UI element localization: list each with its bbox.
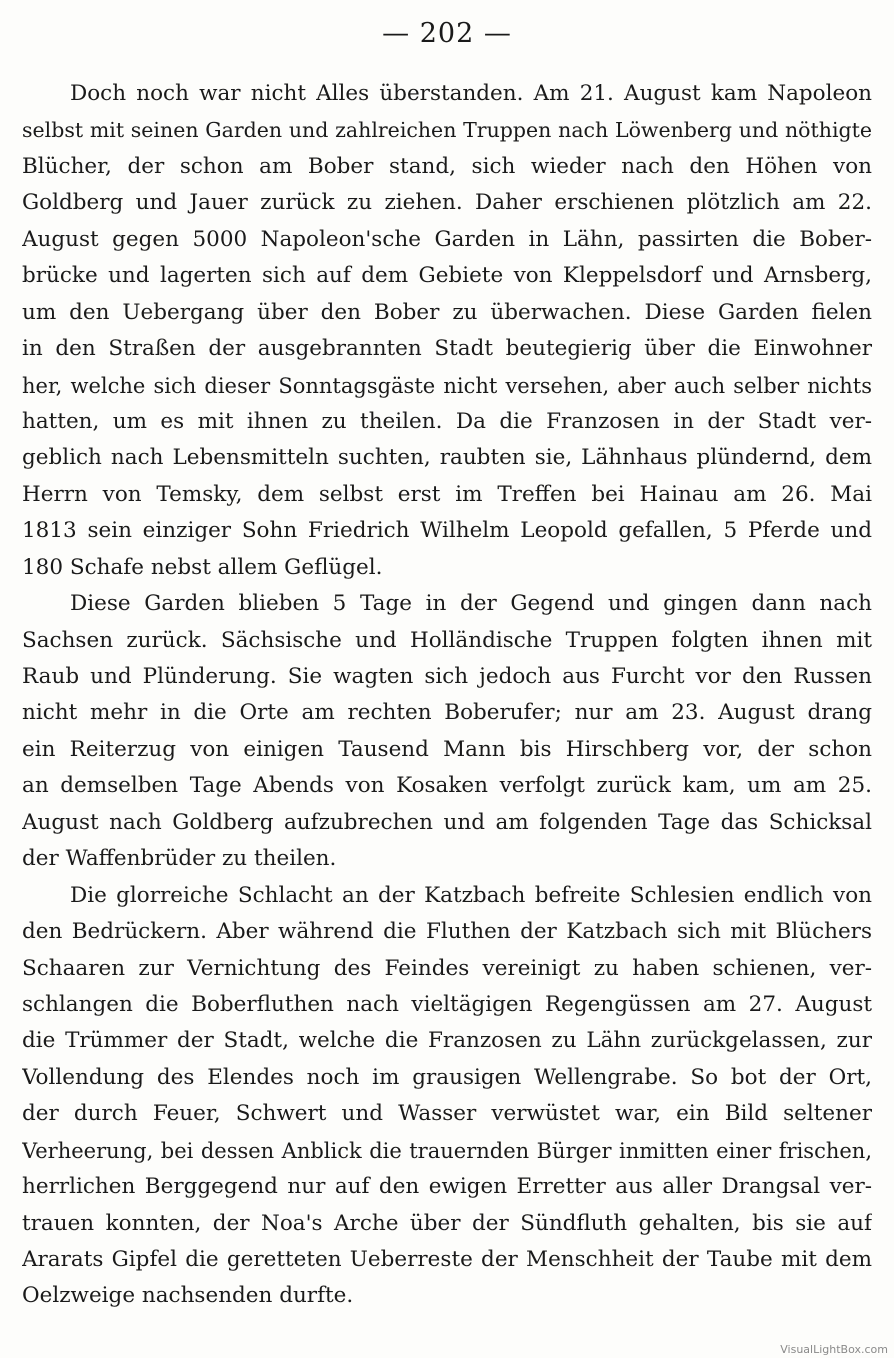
text-line: der Waffenbrüder zu theilen. — [22, 846, 337, 872]
text-line: nicht mehr in die Orte am rechten Boberufer; nur am 23. August drang — [22, 700, 872, 726]
text-line: Goldberg und Jauer zurück zu ziehen. Daher erschienen plötzlich am 22. — [22, 190, 872, 216]
text-line: schlangen die Boberfluthen nach vieltägigen Regengüssen am 27. August — [22, 991, 872, 1017]
page-number: — 202 — — [382, 18, 512, 49]
paragraph — [22, 878, 872, 1315]
text-line: 1813 sein einziger Sohn Friedrich Wilhelm Leopold gefallen, 5 Pferde und — [22, 518, 872, 544]
text-line: hatten, um es mit ihnen zu theilen. Da die Franzosen in der Stadt ver- — [22, 408, 872, 434]
text-line: trauen konnten, der Noa's Arche über der Sündfluth gehalten, bis sie auf — [22, 1210, 872, 1236]
text-line: Ararats Gipfel die geretteten Ueberreste der Menschheit der Taube mit dem — [22, 1247, 872, 1272]
text-line: geblich nach Lebensmitteln suchten, raubten sie, Lähnhaus plündernd, dem — [22, 445, 872, 471]
body-text — [22, 76, 872, 1315]
text-line: Die glorreiche Schlacht an der Katzbach befreite Schlesien endlich von — [70, 882, 872, 908]
text-line: Blücher, der schon am Bober stand, sich wieder nach den Höhen von — [22, 153, 872, 179]
text-line: her, welche sich dieser Sonntagsgäste nicht versehen, aber auch selber nichts — [22, 373, 872, 398]
watermark: VisualLightBox.com — [780, 1343, 888, 1356]
text-line: Oelzweige nachsenden durfte. — [22, 1283, 354, 1309]
text-line: 180 Schafe nebst allem Geflügel. — [22, 554, 383, 580]
paragraph — [22, 76, 872, 586]
text-line: brücke und lagerten sich auf dem Gebiete von Kleppelsdorf und Arnsberg, — [22, 263, 872, 289]
text-line: in den Straßen der ausgebrannten Stadt beutegierig über die Einwohner — [22, 336, 872, 362]
text-line: Vollendung des Elendes noch im grausigen Wellengrabe. So bot der Ort, — [22, 1064, 872, 1090]
text-line: herrlichen Berggegend nur auf den ewigen Erretter aus aller Drangsal ver- — [22, 1174, 872, 1200]
text-line: Herrn von Temsky, dem selbst erst im Treffen bei Hainau am 26. Mai — [22, 481, 872, 507]
text-line: Diese Garden blieben 5 Tage in der Gegend und gingen dann nach — [70, 591, 872, 617]
text-line: Doch noch war nicht Alles überstanden. Am 21. August kam Napoleon — [70, 81, 872, 106]
text-line: die Trümmer der Stadt, welche die Franzosen zu Lähn zurückgelassen, zur — [22, 1028, 872, 1054]
text-line: der durch Feuer, Schwert und Wasser verwüstet war, ein Bild seltener — [22, 1101, 872, 1127]
text-line: August gegen 5000 Napoleon'sche Garden in Lähn, passirten die Bober- — [22, 226, 872, 252]
text-line: selbst mit seinen Garden und zahlreichen Truppen nach Löwenberg und nöthigte — [22, 118, 872, 143]
text-line: ein Reiterzug von einigen Tausend Mann bis Hirschberg vor, der schon — [22, 736, 872, 762]
text-line: Schaaren zur Vernichtung des Feindes vereinigt zu haben schienen, ver- — [22, 955, 872, 981]
text-line: an demselben Tage Abends von Kosaken verfolgt zurück kam, um am 25. — [22, 773, 872, 799]
paragraph — [22, 586, 872, 878]
text-line: Raub und Plünderung. Sie wagten sich jedoch aus Furcht vor den Russen — [22, 664, 872, 689]
text-line: Sachsen zurück. Sächsische und Holländische Truppen folgten ihnen mit — [22, 627, 872, 653]
text-line: um den Uebergang über den Bober zu überwachen. Diese Garden fielen — [22, 299, 872, 325]
text-line: August nach Goldberg aufzubrechen und am folgenden Tage das Schicksal — [22, 809, 872, 835]
text-line: Verheerung, bei dessen Anblick die trauernden Bürger inmitten einer frischen, — [22, 1138, 872, 1163]
text-line: den Bedrückern. Aber während die Fluthen der Katzbach sich mit Blüchers — [22, 919, 872, 945]
